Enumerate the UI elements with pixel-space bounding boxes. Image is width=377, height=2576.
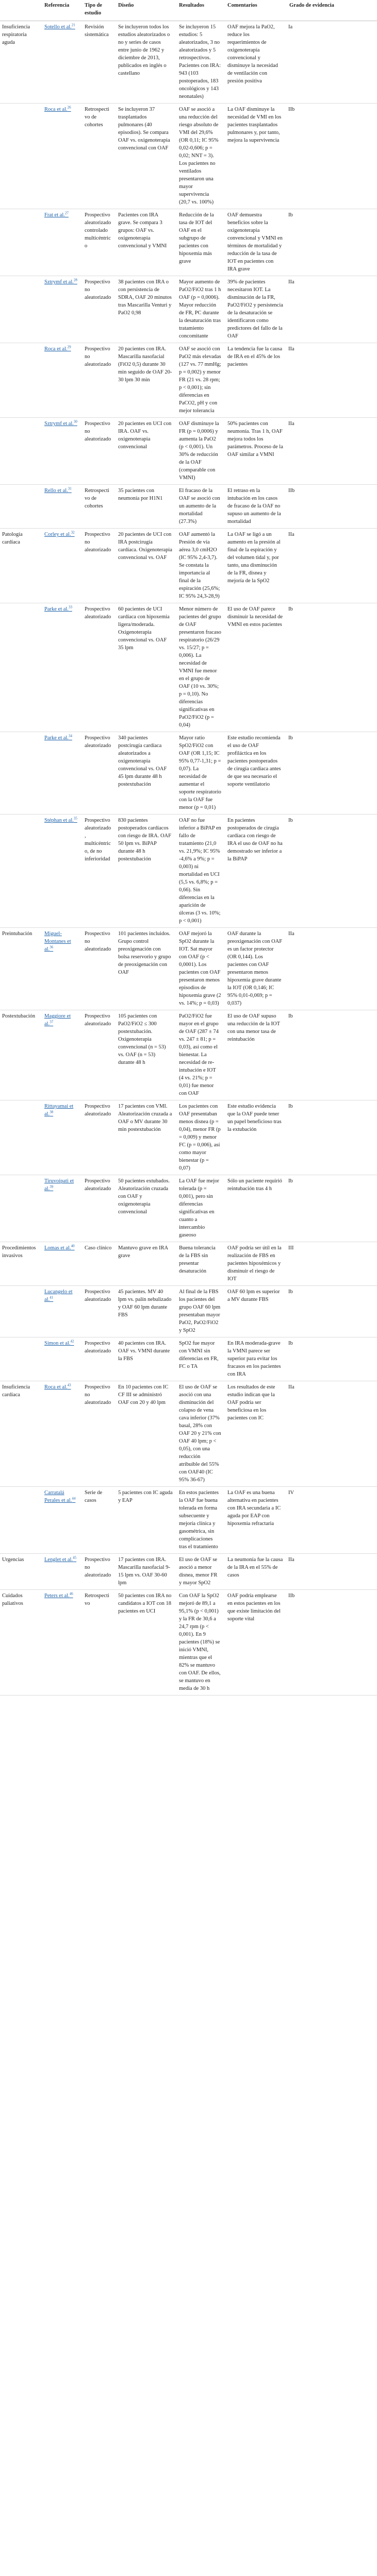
grade-cell: IIa — [286, 1554, 377, 1590]
reference-link[interactable] — [44, 1490, 75, 1503]
table-row — [0, 1487, 377, 1554]
reference-number: 45 — [73, 1555, 77, 1560]
reference-link[interactable] — [44, 931, 71, 952]
study-type-cell: Prospectivo no aleatorizado — [81, 276, 115, 343]
design-cell: 45 pacientes. MV 40 lpm vs. palín nebulizado y OAF 60 lpm durante FBS — [115, 1286, 176, 1337]
reference-number: 46 — [69, 1591, 73, 1596]
reference-text: Peters et al. — [44, 1593, 70, 1599]
group-cell: Urgencias — [0, 1554, 41, 1590]
design-cell: 340 pacientes postcirugía cardíaca aleatorizados a oxigenoterapia convencional vs. OAF 45 lpm durante 48 h postextubación — [115, 732, 176, 815]
group-cell — [0, 603, 41, 732]
table-row — [0, 1286, 377, 1337]
reference-cell — [41, 21, 81, 104]
reference-cell — [41, 1286, 81, 1337]
comments-cell: La neumonía fue la causa de la IRA en el 55% de casos — [224, 1554, 286, 1590]
reference-cell — [41, 1337, 81, 1381]
grade-cell: IIa — [286, 343, 377, 418]
reference-link[interactable] — [44, 606, 72, 612]
comments-cell: Los resultados de este estudio indican que la OAF podría ser beneficiosa en los pacientes con IC — [224, 1381, 286, 1487]
table-row — [0, 343, 377, 418]
reference-cell — [41, 1590, 81, 1696]
reference-number: 34 — [68, 734, 72, 738]
reference-number: 30 — [73, 419, 77, 424]
study-type-cell: Prospectivo aleatorizado — [81, 1010, 115, 1100]
table-row — [0, 485, 377, 529]
reference-link[interactable] — [44, 1384, 71, 1390]
group-cell — [0, 1175, 41, 1242]
reference-number: 26 — [67, 105, 71, 110]
design-cell: 830 pacientes postoperados cardíacos con riesgo de IRA. OAF 50 lpm vs. BiPAP durante 48 h postextubación — [115, 815, 176, 928]
study-type-cell: Prospectivo aleatorizado — [81, 1286, 115, 1337]
study-type-cell: Prospectivo aleatorizado — [81, 732, 115, 815]
design-cell: 50 pacientes extubados. Aleatorización cruzada con OAF y oxigenoterapia convencional — [115, 1175, 176, 1242]
grade-cell: Ib — [286, 1175, 377, 1242]
reference-cell — [41, 732, 81, 815]
column-header: Referencia — [41, 0, 81, 21]
reference-link[interactable] — [44, 1593, 73, 1599]
results-cell: OAF aumentó la Presión de vía aérea 3,0 cmH2O (IC 95% 2,4-3,7). Se constata la importancia al final de la espiración (25,6%; IC 95% 24,3-28,9) — [176, 529, 224, 603]
comments-cell: La OAF disminuye la necesidad de VMI en los pacientes trasplantados pulmonares y, por tanto, mejora la supervivencia — [224, 104, 286, 209]
table-row — [0, 928, 377, 1010]
study-type-cell: Retrospectivo de cohortes — [81, 485, 115, 529]
results-cell: El uso de OAF se asoció a menor disnea, menor FR y mayor SpO2 — [176, 1554, 224, 1590]
column-header: Comentarios — [224, 0, 286, 21]
reference-link[interactable] — [44, 1289, 73, 1302]
comments-cell: OAF demuestra beneficios sobre la oxigenoterapia convencional y VMNI en términos de mortalidad y reducción de la tasa de IOT en pacientes con IRA grave — [224, 209, 286, 276]
reference-number: 42 — [70, 1339, 74, 1344]
group-cell — [0, 276, 41, 343]
reference-number: 40 — [71, 1244, 75, 1248]
reference-text: Roca et al. — [44, 1384, 68, 1390]
column-header: Tipo de estudio — [81, 0, 115, 21]
comments-cell: 39% de pacientes necesitaron IOT. La disminución de la FR, PaO2/FiO2 y persistencia de la desaturación se identificaron como predictores del fallo de la OAF — [224, 276, 286, 343]
design-cell: 60 pacientes de UCI cardíaca con hipoxemia ligera/moderada. Oxigenoterapia convencional vs. OAF 35 lpm — [115, 603, 176, 732]
comments-cell: El retraso en la intubación en los casos de fracaso de la OAF no supuso un aumento de la mortalidad — [224, 485, 286, 529]
study-type-cell: Prospectivo no aleatorizado — [81, 418, 115, 485]
reference-link[interactable] — [44, 346, 71, 352]
table-row — [0, 529, 377, 603]
column-header: Resultados — [176, 0, 224, 21]
comments-cell: Este estudio recomienda el uso de OAF profiláctica en los pacientes postoperados de cirugía cardíaca antes de que sea necesario el soporte ventilatorio — [224, 732, 286, 815]
design-cell: 40 pacientes con IRA. OAF vs. VMNI durante la FBS — [115, 1337, 176, 1381]
grade-cell: IIa — [286, 276, 377, 343]
group-cell — [0, 418, 41, 485]
study-type-cell: Retrospectivo — [81, 1590, 115, 1696]
reference-text: Frat et al. — [44, 212, 65, 218]
column-header: Grado de evidencia — [286, 0, 377, 21]
reference-text: Parke et al. — [44, 735, 69, 741]
comments-cell: El uso de OAF supuso una reducción de la IOT con una menor tasa de reintubación — [224, 1010, 286, 1100]
reference-number: 36 — [50, 945, 54, 950]
reference-link[interactable] — [44, 818, 77, 823]
group-cell — [0, 104, 41, 209]
group-cell: Procedimientos invasivos — [0, 1242, 41, 1286]
comments-cell: Este estudio evidencia que la OAF puede tener un papel beneficioso tras la extubación — [224, 1100, 286, 1175]
grade-cell: IIb — [286, 104, 377, 209]
grade-cell: Ib — [286, 732, 377, 815]
comments-cell: En pacientes postoperados de cirugía cardíaca con riesgo de IRA el uso de OAF no ha demostrado ser inferior a la BiPAP — [224, 815, 286, 928]
design-cell: 50 pacientes con IRA no candidatos a IOT con 18 pacientes en UCI — [115, 1590, 176, 1696]
grade-cell: IIa — [286, 928, 377, 1010]
group-cell: Preintubación — [0, 928, 41, 1010]
grade-cell: Ib — [286, 209, 377, 276]
table-row — [0, 104, 377, 209]
results-cell: Mayor ratio SpO2/FiO2 con OAF (OR 1,15; IC 95% 0,77-1,31; p = 0,07). La necesidad de aumentar el soporte respiratorio con la OAF fue menor (p = 0,01) — [176, 732, 224, 815]
results-cell: En estos pacientes la OAF fue buena tolerada en forma subsecuente y mejoría clínica y gasométrica, sin complicaciones tras el tratamiento — [176, 1487, 224, 1554]
table-row — [0, 1590, 377, 1696]
reference-text: Simon et al. — [44, 1341, 71, 1346]
results-cell: Reducción de la tasa de IOT del OAF en el subgrupo de pacientes con hipoxemia más grave — [176, 209, 224, 276]
table-row — [0, 276, 377, 343]
reference-cell — [41, 104, 81, 209]
study-type-cell: Prospectivo aleatorizado controlado multicéntrico — [81, 209, 115, 276]
design-cell: 101 pacientes incluidos. Grupo control preoxigenación con bolsa reservorio y grupo de preoxigenación con OAF — [115, 928, 176, 1010]
reference-number: 28 — [73, 278, 77, 282]
reference-number: 27 — [64, 211, 69, 215]
results-cell: Los pacientes con OAF presentaban menos disnea (p = 0,04), menor FR (p = 0,009) y menor FC (p = 0,006), así como mayor bienestar (p = 0,07) — [176, 1100, 224, 1175]
reference-text: Lucangelo et al. — [44, 1289, 73, 1302]
table-header-row — [0, 0, 377, 21]
reference-number: 43 — [67, 1383, 71, 1387]
study-type-cell: Prospectivo aleatorizado — [81, 1175, 115, 1242]
reference-number: 29 — [67, 345, 71, 349]
table-row — [0, 815, 377, 928]
comments-cell: OAF mejora la PaO2, reduce los requerimientos de oxigenoterapia convencional y disminuye la necesidad de ventilación con presión positiva — [224, 21, 286, 104]
study-type-cell: Prospectivo aleatorizado — [81, 1100, 115, 1175]
table-row — [0, 209, 377, 276]
group-cell — [0, 1100, 41, 1175]
reference-link[interactable] — [44, 1104, 73, 1117]
table-row — [0, 1554, 377, 1590]
grade-cell: Ia — [286, 21, 377, 104]
reference-link[interactable] — [44, 1557, 76, 1563]
results-cell: Al final de la FBS los pacientes del grupo OAF 60 lpm presentaban mayor PaO2, PaO2/FiO2 y SpO2 — [176, 1286, 224, 1337]
reference-cell — [41, 485, 81, 529]
group-cell — [0, 1487, 41, 1554]
design-cell: 5 pacientes con IC aguda y EAP — [115, 1487, 176, 1554]
group-cell — [0, 1337, 41, 1381]
study-type-cell: Prospectivo no aleatorizado — [81, 343, 115, 418]
table-row — [0, 21, 377, 104]
reference-cell — [41, 529, 81, 603]
results-cell: OAF se asoció a una reducción del riesgo absoluto de VMI del 29,6% (OR 0,11; IC 95% 0,02-0,606; p = 0,02; NNT = 3). Los pacientes no ventilados presentaron una mayor supervivencia (20,7 vs. 100%) — [176, 104, 224, 209]
reference-number: 41 — [50, 1295, 54, 1300]
grade-cell: IIb — [286, 485, 377, 529]
comments-cell: OAF podría emplearse en estos pacientes en los que existe limitación del soporte vital — [224, 1590, 286, 1696]
results-cell: PaO2/FiO2 fue mayor en el grupo de OAF (287 ± 74 vs. 247 ± 81; p = 0,03), así como el bienestar. La necesidad de re-intubación e IOT (4 vs. 21%; p = 0,01) fue menor con OAF — [176, 1010, 224, 1100]
table-row — [0, 1175, 377, 1242]
reference-link[interactable] — [44, 107, 71, 112]
design-cell: Se incluyeron todos los estudios aleatorizados o no y series de casos entre junio de 1962 y diciembre de 2013, publicados en inglés o castellano — [115, 21, 176, 104]
reference-cell — [41, 603, 81, 732]
grade-cell: IIa — [286, 1381, 377, 1487]
table-body — [0, 21, 377, 1696]
reference-number: 35 — [73, 816, 77, 821]
design-cell: Pacientes con IRA grave. Se compara 3 grupos: OAF vs. oxigenoterapia convencional y VMNI — [115, 209, 176, 276]
reference-link[interactable] — [44, 1341, 74, 1346]
comments-cell: La OAF es una buena alternativa en pacientes con IRA secundaria a IC aguda por EAP con hipoxemia refractaria — [224, 1487, 286, 1554]
study-type-cell: Caso clínico — [81, 1242, 115, 1286]
column-header — [0, 0, 41, 21]
results-cell: OAF se asoció con PaO2 más elevadas (127 vs. 77 mmHg; p = 0,002) y menor FR (21 vs. 28 rpm; p < 0,001); sin diferencias en PaCO2, pH y con mejor tolerancia — [176, 343, 224, 418]
comments-cell: 50% pacientes con neumonía. Tras 1 h, OAF mejora todos los parámetros. Proceso de la OAF similar a VMNI — [224, 418, 286, 485]
reference-link[interactable] — [44, 212, 69, 218]
reference-cell — [41, 1242, 81, 1286]
group-cell: Cuidados paliativos — [0, 1590, 41, 1696]
reference-text: Carratalá Perales et al. — [44, 1490, 72, 1503]
comments-cell: La tendencia fue la causa de IRA en el 45% de los pacientes — [224, 343, 286, 418]
results-cell: SpO2 fue mayor con VMNI sin diferencias en FR, FC o TA — [176, 1337, 224, 1381]
grade-cell: Ib — [286, 1010, 377, 1100]
design-cell: Se incluyeron 37 trasplantados pulmonares (40 episodios). Se compara OAF vs. oxigenoterapia convencional con OAF — [115, 104, 176, 209]
reference-text: Roca et al. — [44, 346, 68, 352]
design-cell: 20 pacientes en UCI con IRA. OAF vs. oxigenoterapia convencional — [115, 418, 176, 485]
reference-text: Tiruvoipati et al. — [44, 1178, 74, 1192]
group-cell: Insuficiencia cardíaca — [0, 1381, 41, 1487]
study-type-cell: Prospectivo no aleatorizado — [81, 1554, 115, 1590]
design-cell: En 10 pacientes con IC CF III se administró OAF con 20 y 40 lpm — [115, 1381, 176, 1487]
reference-text: Rittayamai et al. — [44, 1104, 74, 1117]
comments-cell: Sólo un paciente requirió reintubación tras 4 h — [224, 1175, 286, 1242]
group-cell: Insuficiencia respiratoria aguda — [0, 21, 41, 104]
reference-cell — [41, 209, 81, 276]
table-row — [0, 1100, 377, 1175]
comments-cell: El uso de OAF parece disminuir la necesidad de VMNI en estos pacientes — [224, 603, 286, 732]
grade-cell: IIa — [286, 529, 377, 603]
reference-cell — [41, 1175, 81, 1242]
reference-text: Miguel-Montanes et al. — [44, 931, 71, 952]
reference-link[interactable] — [44, 532, 75, 537]
column-header: Diseño — [115, 0, 176, 21]
comments-cell: OAF 60 lpm es superior a MV durante FBS — [224, 1286, 286, 1337]
grade-cell: Ib — [286, 1286, 377, 1337]
design-cell: 20 pacientes con IRA. Mascarilla nasofacial (FiO2 0,5) durante 30 min seguido de OAF 20-30 lpm 30 min — [115, 343, 176, 418]
design-cell: Mantuvo grave en IRA grave — [115, 1242, 176, 1286]
reference-cell — [41, 928, 81, 1010]
table-row — [0, 1242, 377, 1286]
grade-cell: Ib — [286, 1337, 377, 1381]
table-row — [0, 418, 377, 485]
design-cell: 38 pacientes con IRA o con persistencia de SDRA, OAF 20 minutos tras Mascarilla Venturi y PaO2 0,98 — [115, 276, 176, 343]
reference-text: Sotello et al. — [44, 24, 72, 30]
table-row — [0, 1337, 377, 1381]
reference-link[interactable] — [44, 24, 75, 30]
reference-text: Sztrymf et al. — [44, 279, 74, 285]
reference-link[interactable] — [44, 1013, 71, 1027]
group-cell — [0, 209, 41, 276]
group-cell — [0, 815, 41, 928]
design-cell: 17 pacientes con VMI. Aleatorización cruzada a OAF o MV durante 30 min postextubación — [115, 1100, 176, 1175]
results-cell: El uso de OAF se asoció con una disminución del colapso de vena cava inferior (37% basal, 28% con OAF 20 y 21% con OAF 40 lpm; p < 0,05), con una reducción atribuible del 55% con OAF40 (IC 95% 36-67) — [176, 1381, 224, 1487]
results-cell: Buena tolerancia de la FBS sin presentar desaturación — [176, 1242, 224, 1286]
table-row — [0, 1010, 377, 1100]
reference-link[interactable] — [44, 1178, 74, 1192]
design-cell: 35 pacientes con neumonía por H1N1 — [115, 485, 176, 529]
study-type-cell: Prospectivo aleatorizado, multicéntrico, de no inferioridad — [81, 815, 115, 928]
grade-cell: Ib — [286, 1100, 377, 1175]
group-cell — [0, 343, 41, 418]
reference-text: Stéphan et al. — [44, 818, 74, 823]
results-cell: Con OAF la SpO2 mejoró de 89,1 a 95,1% (p < 0,001) y la FR de 30,6 a 24,7 rpm (p < 0,001). En 9 pacientes (18%) se inició VMNI, mientras que el 82% se mantuvo con OAF. De ellos, se mantuvo en media de 30 h — [176, 1590, 224, 1696]
comments-cell: La OAF se ligó a un aumento en la presión al final de la espiración y del volumen tidal y, por tanto, una disminución de la FR, disnea y mejoría de la SpO2 — [224, 529, 286, 603]
group-cell — [0, 1286, 41, 1337]
table-row — [0, 1381, 377, 1487]
table-row — [0, 603, 377, 732]
results-cell: OAF mejoró la SpO2 durante la IOT. Sat mayor con OAF (p < 0,0001). Los pacientes con OAF presentaron menos episodios de hipoxemia grave (2 vs. 14%; p = 0,03) — [176, 928, 224, 1010]
reference-cell — [41, 1100, 81, 1175]
reference-link[interactable] — [44, 421, 77, 427]
reference-cell — [41, 815, 81, 928]
grade-cell: III — [286, 1242, 377, 1286]
study-type-cell: Prospectivo no aleatorizado — [81, 928, 115, 1010]
results-cell: La OAF fue mejor tolerada (p = 0,001), pero sin diferencias significativas en cuanto a intercambio gaseoso — [176, 1175, 224, 1242]
comments-cell: OAF podría ser útil en la realización de FBS en pacientes hipoxémicos y disminuir el riesgo de IOT — [224, 1242, 286, 1286]
study-type-cell: Serie de casos — [81, 1487, 115, 1554]
reference-text: Lenglet et al. — [44, 1557, 73, 1563]
reference-text: Lomas et al. — [44, 1245, 71, 1251]
reference-text: Roca et al. — [44, 107, 68, 112]
reference-cell — [41, 343, 81, 418]
group-cell — [0, 732, 41, 815]
results-cell: Se incluyeron 15 estudios: 5 aleatorizados, 3 no aleatorizados y 5 retrospectivos. Pacientes con IRA: 943 (103 postoperados, 183 oncológicos y 143 neonatales) — [176, 21, 224, 104]
reference-link[interactable] — [44, 735, 72, 741]
reference-number: 32 — [71, 530, 75, 535]
study-type-cell: Revisión sistemática — [81, 21, 115, 104]
group-cell — [0, 485, 41, 529]
reference-link[interactable] — [44, 488, 72, 494]
reference-number: 44 — [72, 1496, 76, 1501]
reference-cell — [41, 1554, 81, 1590]
reference-number: 37 — [50, 1020, 54, 1024]
reference-text: Maggiore et al. — [44, 1013, 71, 1027]
comments-cell: OAF durante la preoxigenación con OAF es un factor protector (OR 0,144). Los pacientes con OAF presentaron menos hipoxemia grave durante la IOT (OR 0,146; IC 95% 0,01-0,069; p = 0,037) — [224, 928, 286, 1010]
study-type-cell: Retrospectivo de cohortes — [81, 104, 115, 209]
results-cell: OAF disminuye la FR (p = 0,0006) y aumenta la PaO2 (p < 0,001). Un 30% de reducción de la OAF (comparable con VMNI) — [176, 418, 224, 485]
grade-cell: IIb — [286, 1590, 377, 1696]
reference-cell — [41, 1487, 81, 1554]
results-cell: Menor número de pacientes del grupo de OAF presentaron fracaso respiratorio (26/29 vs. 15/27; p = 0,006). La necesidad de VMNI fue menor en el grupo de OAF (10 vs. 30%; p = 0,10). No diferencias significativas en PaO2/FiO2 (p = 0,04) — [176, 603, 224, 732]
reference-cell — [41, 418, 81, 485]
reference-text: Parke et al. — [44, 606, 69, 612]
table-row — [0, 732, 377, 815]
grade-cell: Ib — [286, 815, 377, 928]
design-cell: 105 pacientes con PaO2/FiO2 ≤ 300 postextubación. Oxigenoterapia convencional (n = 53) vs. OAF (n = 53) durante 48 h — [115, 1010, 176, 1100]
reference-text: Sztrymf et al. — [44, 421, 74, 427]
reference-number: 33 — [68, 605, 72, 609]
results-cell: OAF no fue inferior a BiPAP en fallo de tratamiento (21,0 vs. 21,9%; IC 95% -4,6% a 9%; p = 0,003) ni mortalidad en UCI (5,5 vs. 6,8%; p = 0,66). Sin diferencias en la aparición de úlceras (3 vs. 10%; p < 0,001) — [176, 815, 224, 928]
group-cell: Patología cardíaca — [0, 529, 41, 603]
design-cell: 20 pacientes de UCI con IRA postcirugía cardíaca. Oxigenoterapia convencional vs. OAF — [115, 529, 176, 603]
results-cell: El fracaso de la OAF se asoció con un aumento de la mortalidad (27.3%) — [176, 485, 224, 529]
design-cell: 17 pacientes con IRA. Mascarilla nasofacial 9-15 lpm vs. OAF 30-60 lpm — [115, 1554, 176, 1590]
study-type-cell: Prospectivo aleatorizado — [81, 1337, 115, 1381]
reference-number: 38 — [50, 1110, 54, 1114]
reference-cell — [41, 1010, 81, 1100]
reference-link[interactable] — [44, 1245, 75, 1251]
grade-cell: IIa — [286, 418, 377, 485]
study-type-cell: Prospectivo no aleatorizado — [81, 529, 115, 603]
results-cell: Mayor aumento de PaO2/FiO2 tras 1 h OAF (p = 0,0006). Mayor reducción de FR, PC durante la desaturación tras tratamiento concomitante — [176, 276, 224, 343]
grade-cell: IV — [286, 1487, 377, 1554]
study-type-cell: Prospectivo aleatorizado — [81, 603, 115, 732]
reference-link[interactable] — [44, 279, 77, 285]
reference-number: 31 — [68, 486, 72, 491]
reference-text: Corley et al. — [44, 532, 71, 537]
reference-number: 39 — [50, 1184, 54, 1189]
study-type-cell: Prospectivo no aleatorizado — [81, 1381, 115, 1487]
reference-number: 21 — [71, 23, 75, 27]
comments-cell: En IRA moderada-grave la VMNI parece ser superior para evitar los fracasos en los pacientes con IRA — [224, 1337, 286, 1381]
reference-cell — [41, 276, 81, 343]
reference-cell — [41, 1381, 81, 1487]
group-cell: Postextubación — [0, 1010, 41, 1100]
grade-cell: Ib — [286, 603, 377, 732]
reference-text: Rello et al. — [44, 488, 68, 494]
